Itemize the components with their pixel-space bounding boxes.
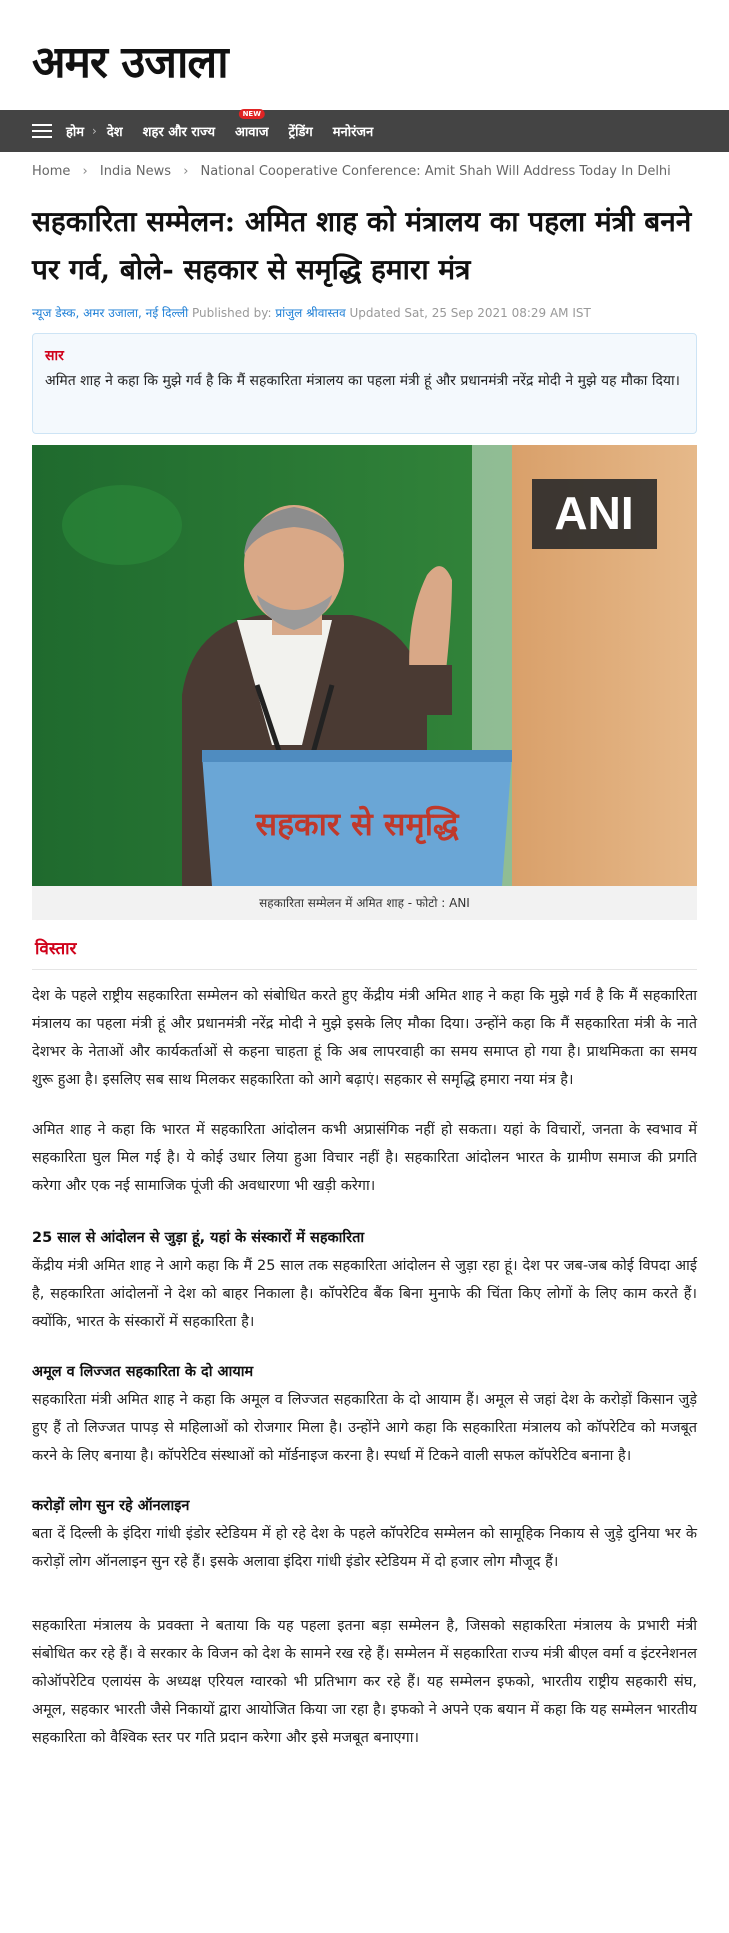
article-paragraph: केंद्रीय मंत्री अमित शाह ने आगे कहा कि मैं 25 साल तक सहकारिता आंदोलन से जुड़ा रहा हूं। देश पर जब-जब कोई विपदा आई है, सहकारिता आंदोलनों ने देश को बाहर निकाला है। कॉपरेटिव बैंक बिना मुनाफे की चिंता किए लोगों के लिए काम करते हैं। क्योंकि, भारत के संस्कारों में सहकारिता है। bbox=[32, 1258, 697, 1330]
article-paragraph: बता दें दिल्ली के इंदिरा गांधी इंडोर स्टेडियम में हो रहे देश के पहले कॉपरेटिव सम्मेलन को सामूहिक निकाय से जुड़े दुनिया भर के करोड़ों लोग ऑनलाइन सुन रहे हैं। इसके अलावा इंदिरा गांधी इंडोर स्टेडियम में दो हजार लोग मौजूद हैं। bbox=[32, 1526, 697, 1570]
summary-label: सार bbox=[45, 348, 64, 364]
article-hero-image[interactable] bbox=[32, 445, 697, 886]
article-subheading: करोड़ों लोग सुन रहे ऑनलाइन bbox=[32, 1498, 190, 1514]
breadcrumb-chevron-icon: › bbox=[183, 164, 189, 179]
article-paragraph: सहकारिता मंत्रालय के प्रवक्ता ने बताया कि यह पहला इतना बड़ा सम्मेलन है, जिसको सहाकरिता मंत्रालय के प्रभारी मंत्री संबोधित कर रहे हैं। वे सरकार के विजन को देश के सामने रख रहे हैं। सम्मेलन में सहकारिता राज्य मंत्री बीएल वर्मा व इंटरनेशनल कोऑपरेटिव एलायंस के अध्यक्ष एरियल ग्वारको भी प्रतिभाग कर रहे हैं। यह सम्मेलन इफको, भारतीय राष्ट्रीय सहकारी संघ, अमूल, सहकार भारती जैसे निकायों द्वारा आयोजित किया जा रहा है। इफको ने अपने एक बयान में कहा कि यह सम्मेलन भारतीय सहकारिता को वैश्विक स्तर पर गति प्रदान करेगा और इसे मजबूत बनाएगा। bbox=[32, 1618, 697, 1746]
breadcrumb-chevron-icon: › bbox=[82, 164, 88, 179]
byline-author[interactable]: प्रांजुल श्रीवास्तव bbox=[275, 306, 346, 320]
nav-item-desh[interactable]: देश bbox=[106, 125, 123, 140]
breadcrumb-india-news[interactable]: India News bbox=[99, 164, 172, 179]
site-header bbox=[0, 0, 729, 110]
article-subheading: अमूल व लिज्जत सहकारिता के दो आयाम bbox=[32, 1364, 254, 1380]
article-paragraph: अमित शाह ने कहा कि भारत में सहकारिता आंदोलन कभी अप्रासंगिक नहीं हो सकता। यहां के विचारों, जनता के स्वभाव में सहकारिता घुल मिल गई है। ये कोई उधार लिया हुआ विचार नहीं है। सहकारिता आंदोलन भारत के ग्रामीण समाज की प्रगति करेगा और एक नई सामाजिक पूंजी की अवधारणा भी खड़ी करेगा। bbox=[32, 1122, 697, 1194]
article-title: सहकारिता सम्मेलन: अमित शाह को मंत्रालय का पहला मंत्री बनने पर गर्व, बोले- सहकार से समृद्धि हमारा मंत्र bbox=[32, 205, 692, 286]
summary-box bbox=[32, 333, 697, 434]
podium-text: सहकार से समृद्धि bbox=[255, 805, 459, 843]
new-badge: NEW bbox=[239, 109, 265, 119]
breadcrumb-home[interactable]: Home bbox=[32, 164, 71, 179]
nav-item-awaaz[interactable] bbox=[235, 110, 269, 140]
hamburger-menu-icon[interactable] bbox=[32, 124, 52, 138]
image-caption: सहकारिता सम्मेलन में अमित शाह - फोटो : ANI bbox=[32, 886, 697, 920]
nav-item-trending[interactable]: ट्रेंडिंग bbox=[288, 125, 313, 140]
article-content bbox=[0, 164, 729, 1752]
nav-item-home[interactable]: होम bbox=[66, 125, 85, 140]
breadcrumb-current: National Cooperative Conference: Amit Shah Will Address Today In Delhi bbox=[200, 164, 671, 179]
ani-watermark: ANI bbox=[554, 487, 634, 539]
nav-item-manoranjan[interactable]: मनोरंजन bbox=[332, 125, 374, 140]
article-byline bbox=[32, 304, 697, 321]
byline-published-label: Published by: bbox=[192, 306, 272, 320]
vistar-heading: विस्तार bbox=[32, 936, 697, 970]
article-paragraph: देश के पहले राष्ट्रीय सहकारिता सम्मेलन को संबोधित करते हुए केंद्रीय मंत्री अमित शाह ने कहा कि मुझे गर्व है कि मैं सहकारिता मंत्रालय का पहला मंत्री हूं और प्रधानमंत्री नरेंद्र मोदी ने मुझे इसके लिए मौका दिया। उन्होंने कहा कि मैं सहकारिता मंत्री के नाते देशभर के नेताओं और कार्यकर्ताओं से कहना चाहता हूं कि अब लापरवाही का समय समाप्त हो गया है। प्राथमिकता का समय शुरू हुआ है। इसलिए सब साथ मिलकर सहकारिता को आगे बढ़ाएं। सहकार से समृद्धि हमारा नया मंत्र है। bbox=[32, 988, 697, 1088]
breadcrumb bbox=[32, 164, 697, 184]
main-nav bbox=[0, 110, 729, 152]
nav-item-shahar-rajya[interactable]: शहर और राज्य bbox=[142, 125, 215, 140]
summary-text: अमित शाह ने कहा कि मुझे गर्व है कि मैं सहकारिता मंत्रालय का पहला मंत्री हूं और प्रधानमंत्री नरेंद्र मोदी ने मुझे यह मौका दिया। bbox=[45, 373, 680, 389]
byline-source[interactable]: न्यूज डेस्क, अमर उजाला, नई दिल्ली bbox=[32, 306, 189, 320]
site-logo[interactable]: अमर उजाला bbox=[32, 37, 228, 88]
article-subheading: 25 साल से आंदोलन से जुड़ा हूं, यहां के संस्कारों में सहकारिता bbox=[32, 1230, 365, 1246]
nav-item-awaaz-label: आवाज bbox=[235, 125, 269, 140]
article-paragraph: सहकारिता मंत्री अमित शाह ने कहा कि अमूल व लिज्जत सहकारिता के दो आयाम हैं। अमूल से जहां देश के करोड़ों किसान जुड़े हुए हैं तो लिज्जत पापड़ से महिलाओं को रोजगार मिला है। उन्होंने आगे कहा कि सहकारिता मंत्रालय को कॉपरेटिव को मजबूत करने के लिए बनाया है। कॉपरेटिव संस्थाओं को मॉर्डनाइज करना है। स्पर्धा में टिकने वाली सफल कॉपरेटिव बनाना है। bbox=[32, 1392, 697, 1464]
nav-chevron-icon: › bbox=[92, 124, 97, 138]
byline-updated: Updated Sat, 25 Sep 2021 08:29 AM IST bbox=[349, 306, 591, 320]
